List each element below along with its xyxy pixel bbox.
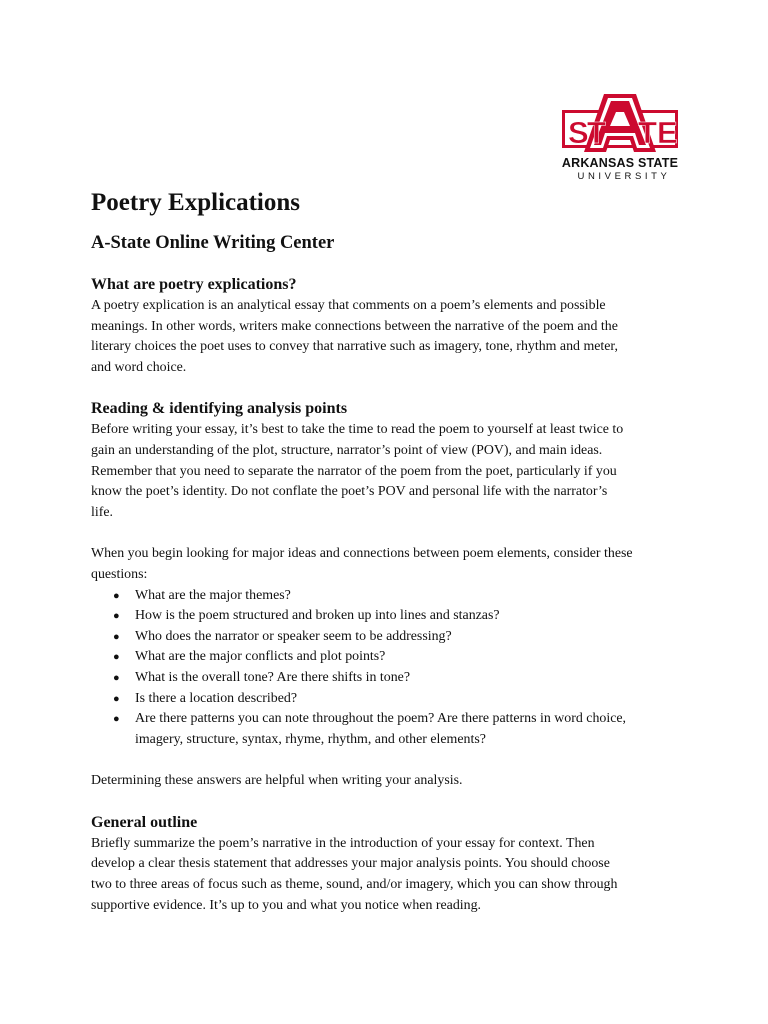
page-title: Poetry Explications xyxy=(91,189,301,216)
closing-paragraph: Determining these answers are helpful when writing your analysis. xyxy=(91,773,463,789)
state-wordmark-icon xyxy=(560,92,680,154)
list-item-text: Is there a location described? xyxy=(135,690,297,706)
svg-text:E: E xyxy=(657,115,678,150)
list-item xyxy=(91,586,691,607)
section-heading-reading: Reading & identifying analysis points xyxy=(91,400,348,418)
paragraph-line: supportive evidence. It’s up to you and what you notice when reading. xyxy=(91,897,481,913)
paragraph-line: know the poet’s identity. Do not conflate the poet’s POV and personal life with the narrator’s xyxy=(91,484,608,500)
section-what-are-paragraph xyxy=(91,296,691,378)
logo-arkansas-state-text: ARKANSAS STATE xyxy=(561,156,679,170)
bullet-icon: ● xyxy=(113,671,120,684)
bullet-icon: ● xyxy=(113,651,120,664)
svg-text:T: T xyxy=(587,115,606,150)
questions-list xyxy=(91,586,691,751)
paragraph-line: and word choice. xyxy=(91,359,187,375)
list-item-text: Who does the narrator or speaker seem to be addressing? xyxy=(135,628,452,644)
paragraph-line: meanings. In other words, writers make connections between the narrative of the poem and the xyxy=(91,318,618,334)
section-reading-paragraph xyxy=(91,420,691,523)
list-item-text: Are there patterns you can note throughout the poem? Are there patterns in word choice, xyxy=(135,711,627,727)
logo-university-text: UNIVERSITY xyxy=(577,171,671,182)
list-item xyxy=(91,709,691,750)
paragraph-line: questions: xyxy=(91,566,148,582)
list-item xyxy=(91,606,691,627)
list-item xyxy=(91,668,691,689)
svg-text:S: S xyxy=(568,115,589,150)
list-item xyxy=(91,689,691,710)
list-item-text: How is the poem structured and broken up into lines and stanzas? xyxy=(135,608,500,624)
paragraph-line: A poetry explication is an analytical essay that comments on a poem’s elements and possible xyxy=(91,298,606,313)
arkansas-state-logo xyxy=(560,92,686,188)
svg-text:T: T xyxy=(638,115,657,150)
paragraph-line: Before writing your essay, it’s best to take the time to read the poem to yourself at least twice to xyxy=(91,422,624,438)
section-questions-intro xyxy=(91,544,691,585)
paragraph-line: Briefly summarize the poem’s narrative in the introduction of your essay for context. Then xyxy=(91,835,595,851)
paragraph-line: develop a clear thesis statement that addresses your major analysis points. You should choose xyxy=(91,856,610,872)
section-outline-paragraph xyxy=(91,834,691,916)
page-subtitle: A-State Online Writing Center xyxy=(91,233,335,253)
list-item xyxy=(91,627,691,648)
paragraph-line: gain an understanding of the plot, structure, narrator’s point of view (POV), and main ideas. xyxy=(91,442,603,458)
list-item-text: imagery, structure, syntax, rhyme, rhythm, and other elements? xyxy=(135,731,486,747)
bullet-icon: ● xyxy=(113,713,120,726)
paragraph-line: literary choices the poet uses to convey that narrative such as imagery, tone, rhythm and meter, xyxy=(91,339,618,355)
list-item-text: What are the major themes? xyxy=(135,587,291,603)
list-item-text: What are the major conflicts and plot points? xyxy=(135,649,386,665)
bullet-icon: ● xyxy=(113,630,120,643)
paragraph-line: life. xyxy=(91,504,113,520)
paragraph-line: two to three areas of focus such as theme, sound, and/or imagery, which you can show through xyxy=(91,877,618,893)
paragraph-line: Remember that you need to separate the narrator of the poem from the poet, particularly if you xyxy=(91,463,617,479)
bullet-icon: ● xyxy=(113,610,120,623)
section-heading-what-are: What are poetry explications? xyxy=(91,276,297,293)
paragraph-line: When you begin looking for major ideas and connections between poem elements, consider these xyxy=(91,546,633,562)
bullet-icon: ● xyxy=(113,692,120,705)
list-item xyxy=(91,647,691,668)
list-item-text: What is the overall tone? Are there shifts in tone? xyxy=(135,669,411,685)
bullet-icon: ● xyxy=(113,589,120,602)
section-heading-outline: General outline xyxy=(91,813,198,831)
document-body xyxy=(91,186,691,916)
